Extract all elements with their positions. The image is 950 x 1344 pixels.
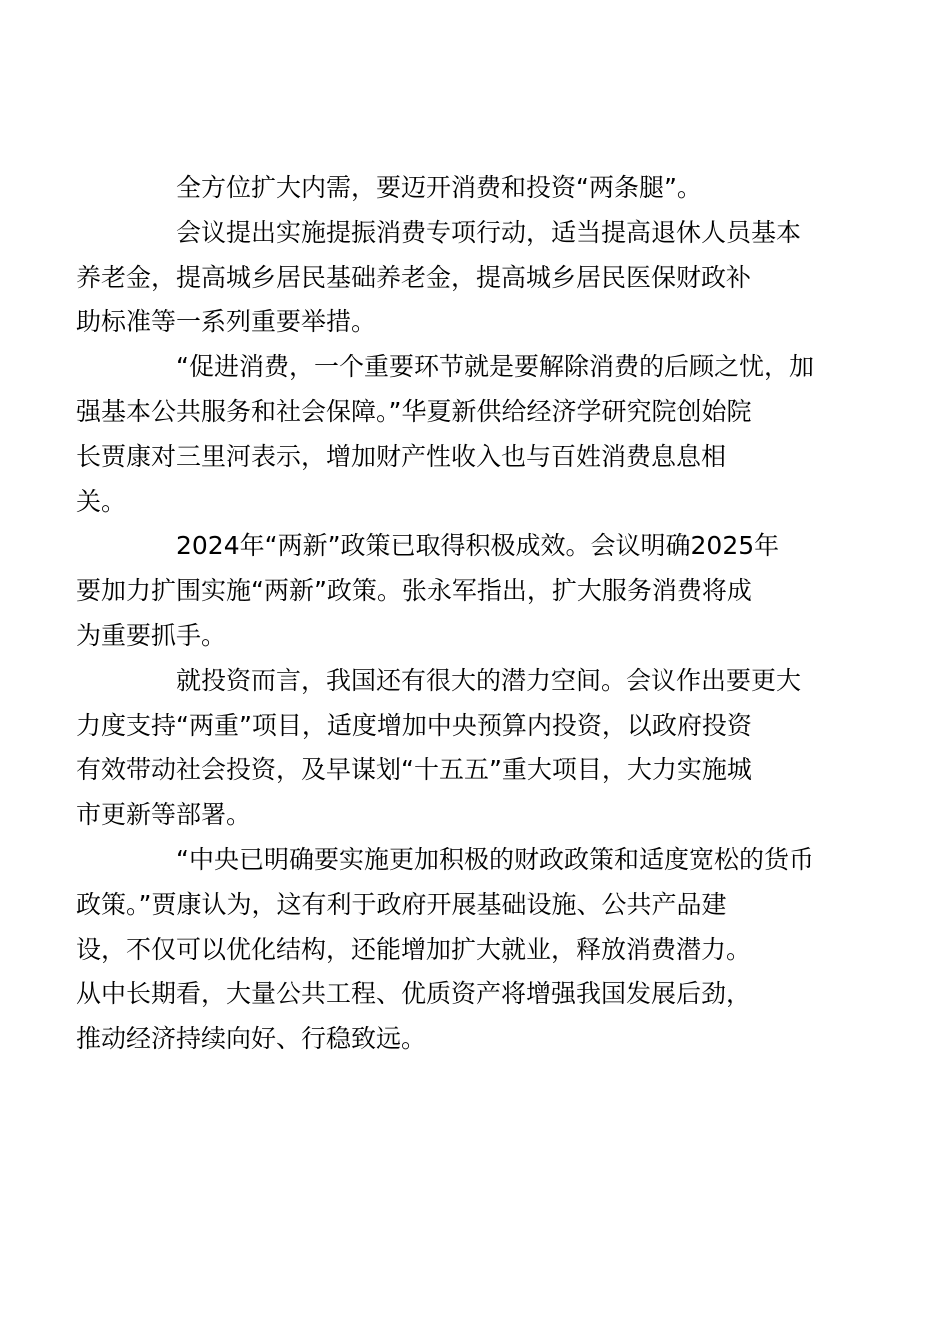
article-body xyxy=(76,166,826,1062)
text-line: 力度支持“两重”项目，适度增加中央预算内投资，以政府投资 xyxy=(76,710,752,740)
text-line: 要加力扩围实施“两新”政策。张永军指出，扩大服务消费将成 xyxy=(76,576,752,606)
text-line: 会议提出实施提振消费专项行动，适当提高退休人员基本 xyxy=(176,217,802,247)
text-line: 2024年“两新”政策已取得积极成效。会议明确2025年 xyxy=(176,531,780,561)
text-line: 市更新等部署。 xyxy=(76,800,252,830)
text-line: 全方位扩大内需，要迈开消费和投资“两条腿”。 xyxy=(176,173,702,202)
text-line: 为重要抓手。 xyxy=(76,620,227,650)
text-line: 政策。”贾康认为，这有利于政府开展基础设施、公共产品建 xyxy=(76,889,727,919)
text-line: 就投资而言，我国还有很大的潜力空间。会议作出要更大 xyxy=(176,665,802,695)
paragraph xyxy=(76,659,826,838)
text-line: 设，不仅可以优化结构，还能增加扩大就业，释放消费潜力。 xyxy=(76,934,752,964)
paragraph xyxy=(126,166,826,211)
text-line: 强基本公共服务和社会保障。”华夏新供给经济学研究院创始院 xyxy=(76,396,752,426)
paragraph xyxy=(76,211,826,345)
text-line: 有效带动社会投资，及早谋划“十五五”重大项目，大力实施城 xyxy=(76,755,752,785)
text-line: 长贾康对三里河表示，增加财产性收入也与百姓消费息息相 xyxy=(76,441,727,471)
text-line: 推动经济持续向好、行稳致远。 xyxy=(76,1024,427,1054)
text-line: “促进消费，一个重要环节就是要解除消费的后顾之忧，加 xyxy=(176,352,814,382)
paragraph xyxy=(76,524,826,658)
text-line: 助标准等一系列重要举措。 xyxy=(76,307,377,337)
paragraph xyxy=(76,345,826,524)
paragraph xyxy=(76,838,826,1062)
text-line: 关。 xyxy=(76,486,127,516)
text-line: 养老金，提高城乡居民基础养老金，提高城乡居民医保财政补 xyxy=(76,262,752,292)
text-line: 从中长期看，大量公共工程、优质资产将增强我国发展后劲， xyxy=(76,979,752,1009)
text-line: “中央已明确要实施更加积极的财政政策和适度宽松的货币 xyxy=(176,844,814,874)
